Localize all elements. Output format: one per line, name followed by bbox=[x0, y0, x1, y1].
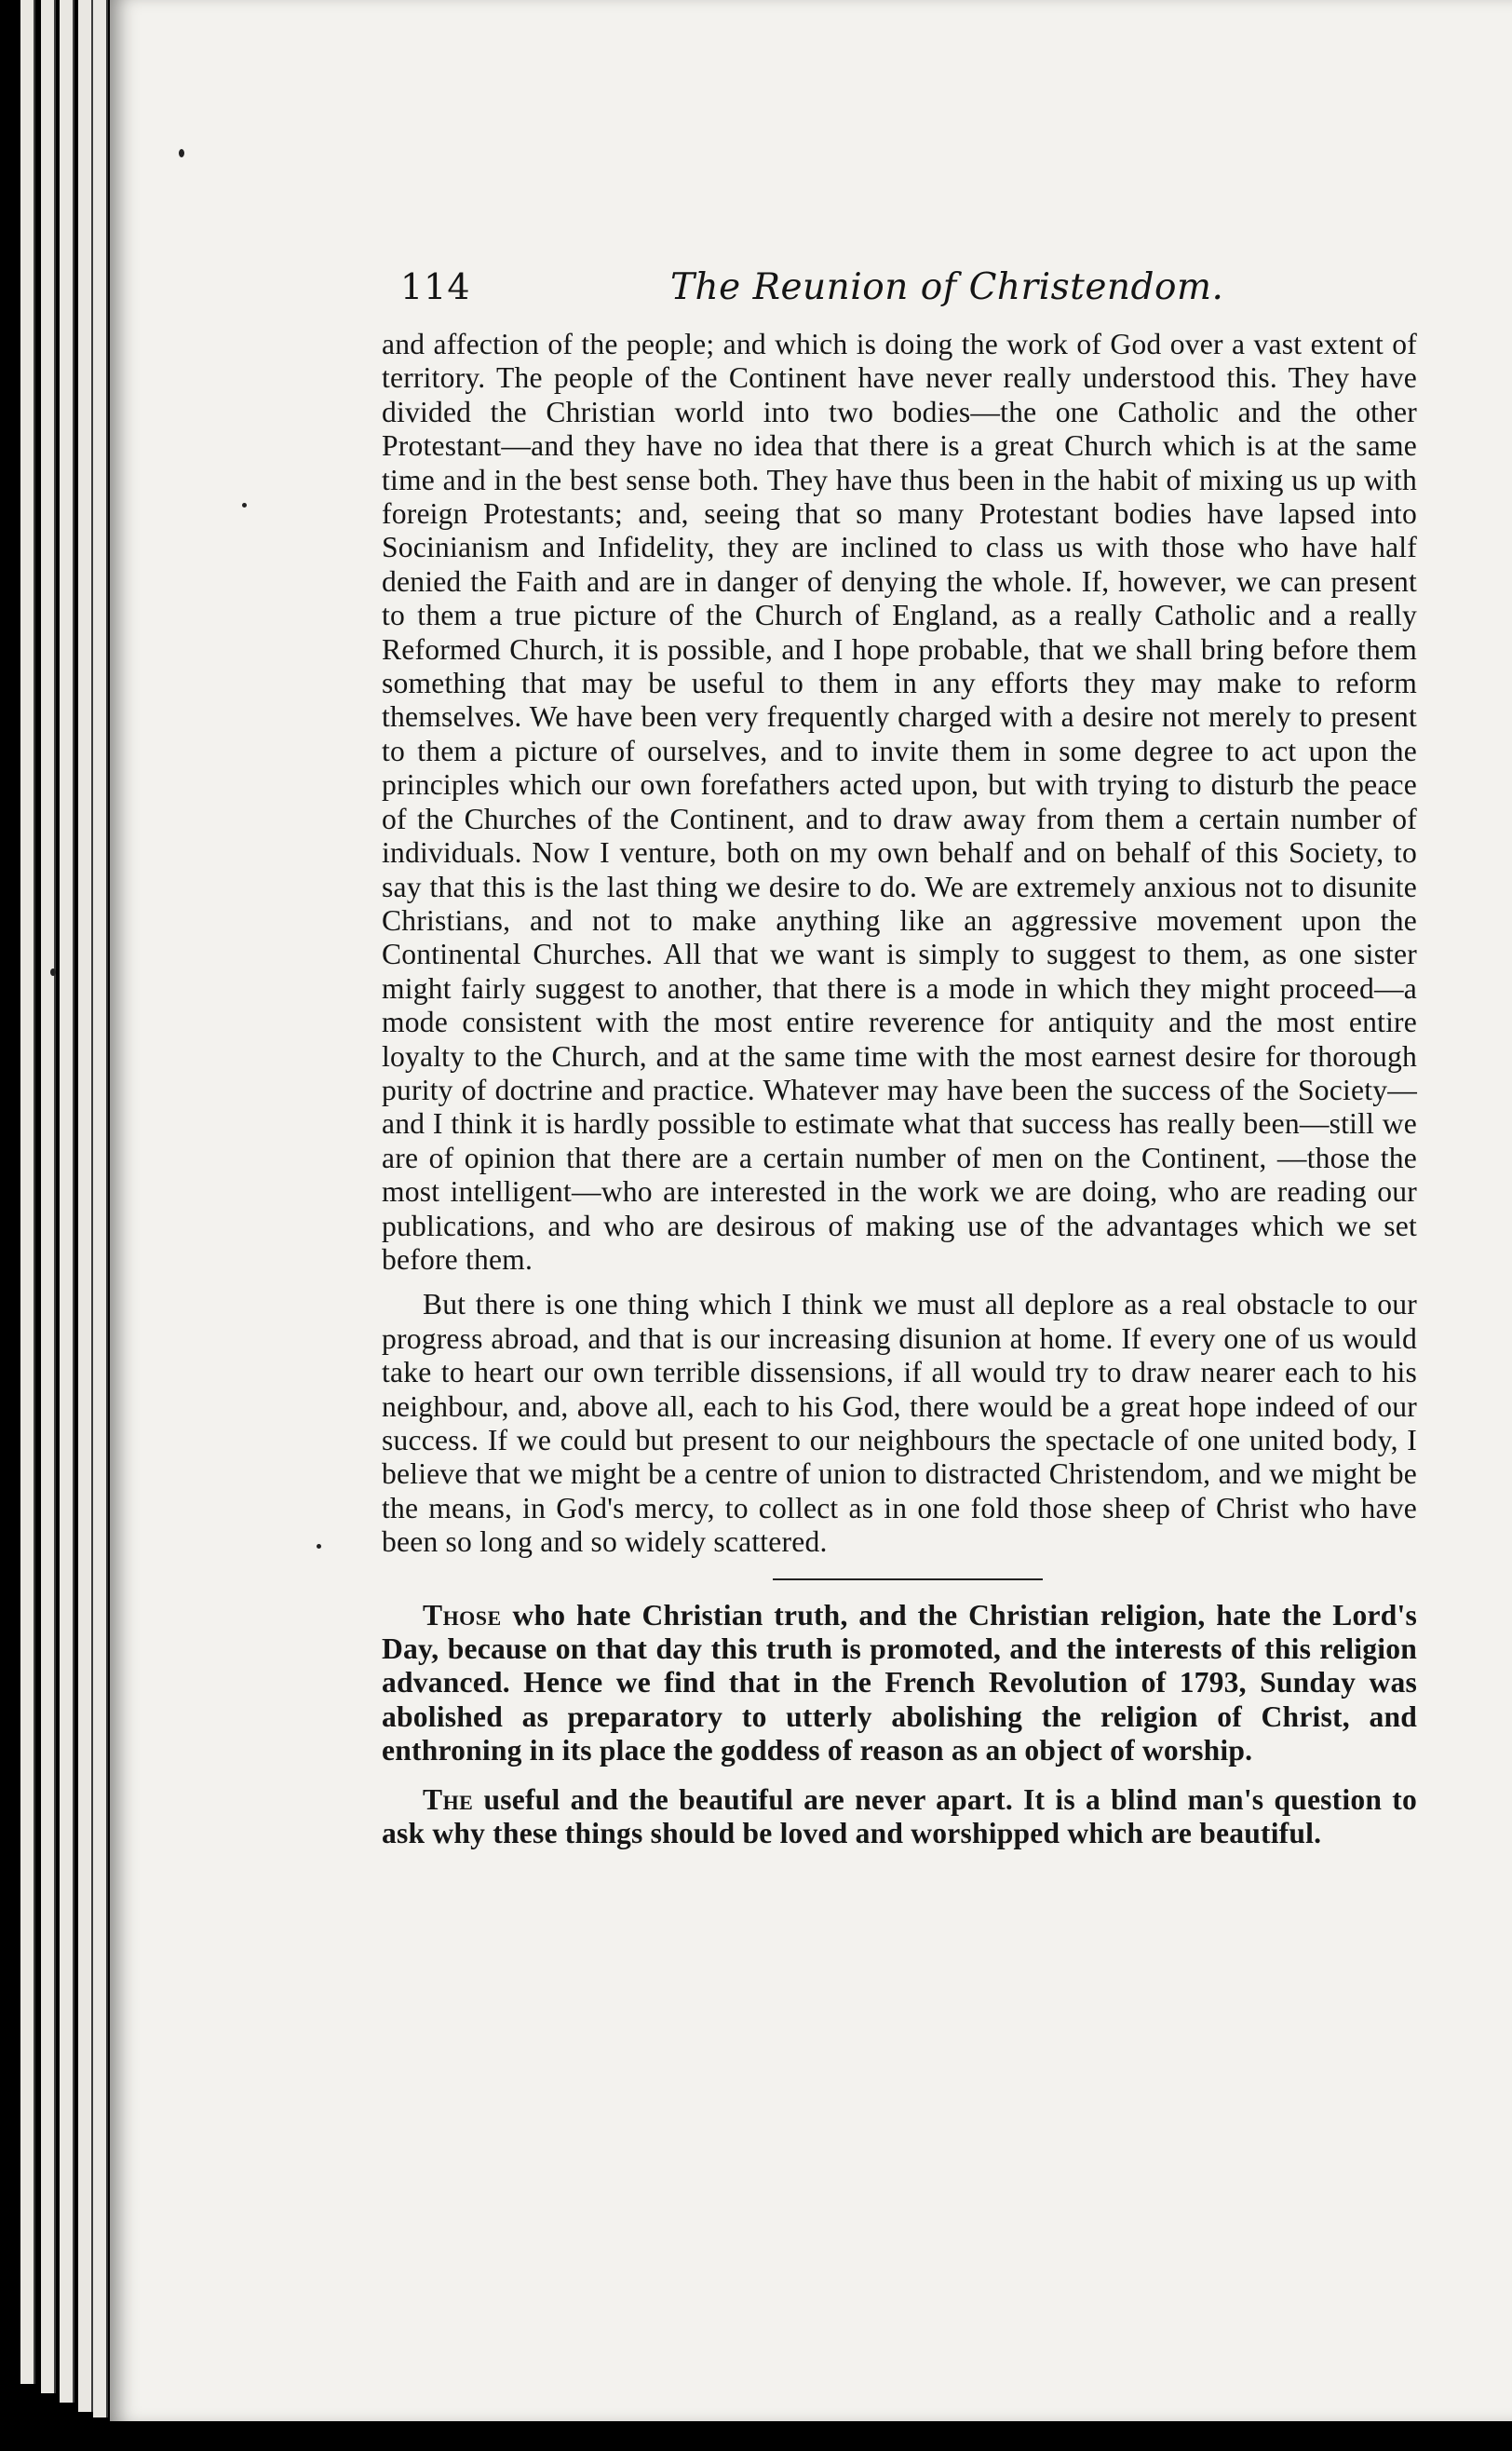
page-edge bbox=[93, 0, 108, 2417]
paragraph-2: But there is one thing which I think we must all deplore as a real obstacle to our progress abroad, and that is our increasing disunion at home. If every one of us would take to heart our own terrible dissensions, if all would try to draw nearer each to his neighbour, and, above all, each to his God, there would be a great hope indeed of our success. If we could but present to our neighbours the spectacle of one united body, I believe that we might be a centre of union to distracted Christendom, and we might be the means, in God's mercy, to collect as in one fold those sheep of Christ who have been so long and so widely scattered. bbox=[382, 1288, 1417, 1559]
running-head bbox=[400, 266, 1434, 322]
page-edge bbox=[41, 0, 56, 2393]
paragraph-4 bbox=[382, 1783, 1417, 1851]
paragraph-4-lead: The bbox=[423, 1782, 474, 1816]
scan-speck bbox=[242, 503, 247, 508]
page-number: 114 bbox=[400, 266, 471, 307]
paragraph-3-lead: Those bbox=[423, 1598, 502, 1632]
scan-speck bbox=[317, 1544, 321, 1549]
section-divider bbox=[773, 1578, 1043, 1580]
page-edge bbox=[60, 0, 74, 2403]
paragraph-4-rest: useful and the beautiful are never apart. It is a blind man's question to ask why these things should be loved and worshipped which are beautiful. bbox=[382, 1782, 1417, 1850]
page-body bbox=[382, 328, 1417, 1850]
page-edge bbox=[78, 0, 93, 2412]
paragraph-3-rest: who hate Christian truth, and the Christian religion, hate the Lord's Day, because on that day this truth is promoted, and the interests of this religion advanced. Hence we find that in the French Revolution of 1793, Sunday was abolished as preparatory to utterly abolishing the religion of Christ, and enthroning in its place the goddess of reason as an object of worship. bbox=[382, 1598, 1417, 1767]
page-edge bbox=[20, 0, 35, 2384]
paragraph-1: and affection of the people; and which is doing the work of God over a vast extent of territory. The people of the Continent have never really understood this. They have divided the Christian world into two bodies—the one Catholic and the other Protestant—and they have no idea that there is a great Church which is at the same time and in the best sense both. They have thus been in the habit of mixing us up with foreign Protestants; and, seeing that so many Protestant bodies have lapsed into Socinianism and Infidelity, they are inclined to class us with those who have half denied the Faith and are in danger of denying the whole. If, however, we can present to them a true picture of the Church of England, as a really Catholic and a really Reformed Church, it is possible, and I hope probable, that we shall bring before them something that may be useful to them in any efforts they may make to reform themselves. We have been very frequently charged with a desire not merely to present to them a picture of ourselves, and to invite them in some degree to act upon the principles which our own forefathers acted upon, but with trying to disturb the peace of the Churches of the Continent, and to draw away from them a certain number of individuals. Now I venture, both on my own behalf and on behalf of this Society, to say that this is the last thing we desire to do. We are extremely anxious not to disunite Christians, and not to make anything like an aggressive movement upon the Continental Churches. All that we want is simply to suggest to them, as one sister might fairly suggest to another, that there is a mode in which they might proceed—a mode consistent with the most entire reverence for antiquity and the most entire loyalty to the Church, and at the same time with the most earnest desire for thorough purity of doctrine and practice. Whatever may have been the success of the Society—and I think it is hardly possible to estimate what that success has really been—still we are of opinion that there are a certain number of men on the Continent, —those the most intelligent—who are interested in the work we are doing, who are reading our publications, and who are desirous of making use of the advantages which we set before them. bbox=[382, 328, 1417, 1276]
scan-speck bbox=[50, 968, 56, 976]
running-title: The Reunion of Christendom. bbox=[670, 266, 1224, 308]
paragraph-3 bbox=[382, 1599, 1417, 1768]
scan-speck bbox=[179, 149, 184, 157]
